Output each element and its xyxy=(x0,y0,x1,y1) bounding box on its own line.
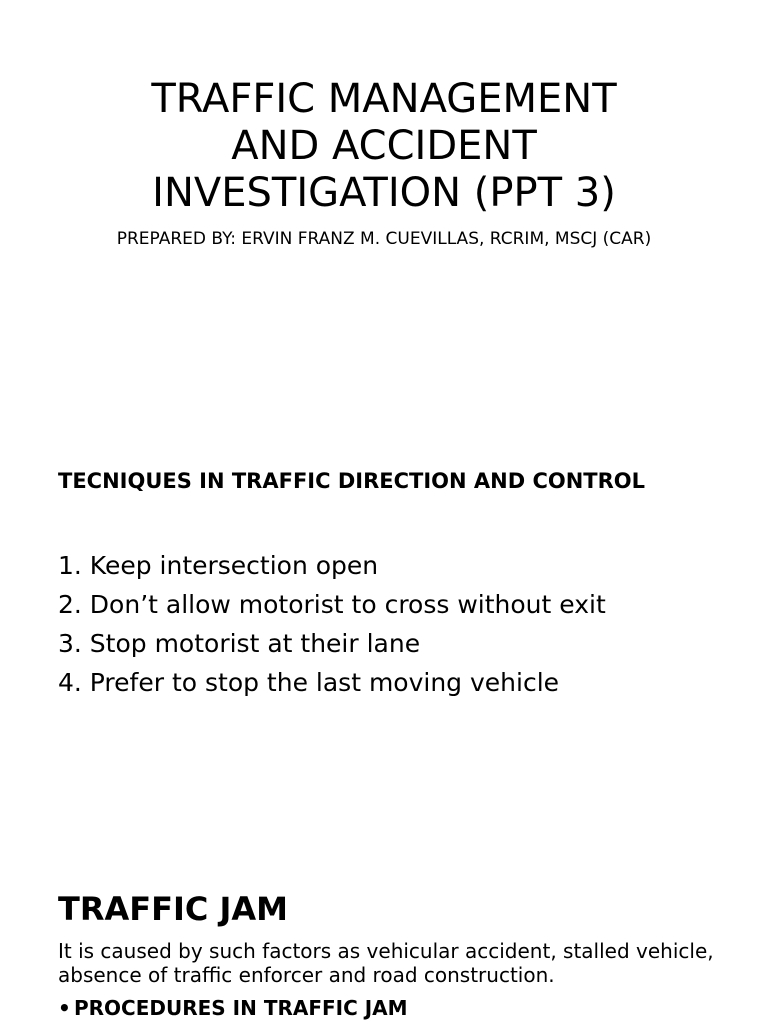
document-title xyxy=(0,76,768,217)
traffic-jam-description: It is caused by such factors as vehicular accident, stalled vehicle, absence of traffic enforcer and road construction. xyxy=(58,939,714,987)
title-line-1: TRAFFIC MANAGEMENT xyxy=(151,76,617,122)
traffic-jam-title: TRAFFIC JAM xyxy=(58,890,288,928)
prepared-by-text: PREPARED BY: ERVIN FRANZ M. CUEVILLAS, RCRIM, MSCJ (CAR) xyxy=(116,229,652,249)
title-slide xyxy=(0,0,768,320)
technique-item-2: 2. Don’t allow motorist to cross without exit xyxy=(58,590,606,619)
technique-item-3: 3. Stop motorist at their lane xyxy=(58,629,421,658)
procedures-bullet-item xyxy=(58,996,408,1020)
traffic-jam-slide xyxy=(0,880,768,1024)
techniques-slide xyxy=(0,440,768,760)
bullet-icon: • xyxy=(58,996,71,1020)
procedures-heading: PROCEDURES IN TRAFFIC JAM xyxy=(74,996,408,1020)
technique-item-1: 1. Keep intersection open xyxy=(58,551,379,580)
techniques-list xyxy=(58,546,606,702)
title-line-2: AND ACCIDENT xyxy=(231,123,537,169)
title-line-3: INVESTIGATION (PPT 3) xyxy=(152,170,616,216)
technique-item-4: 4. Prefer to stop the last moving vehicle xyxy=(58,668,560,697)
techniques-heading: TECNIQUES IN TRAFFIC DIRECTION AND CONTROL xyxy=(58,469,646,493)
